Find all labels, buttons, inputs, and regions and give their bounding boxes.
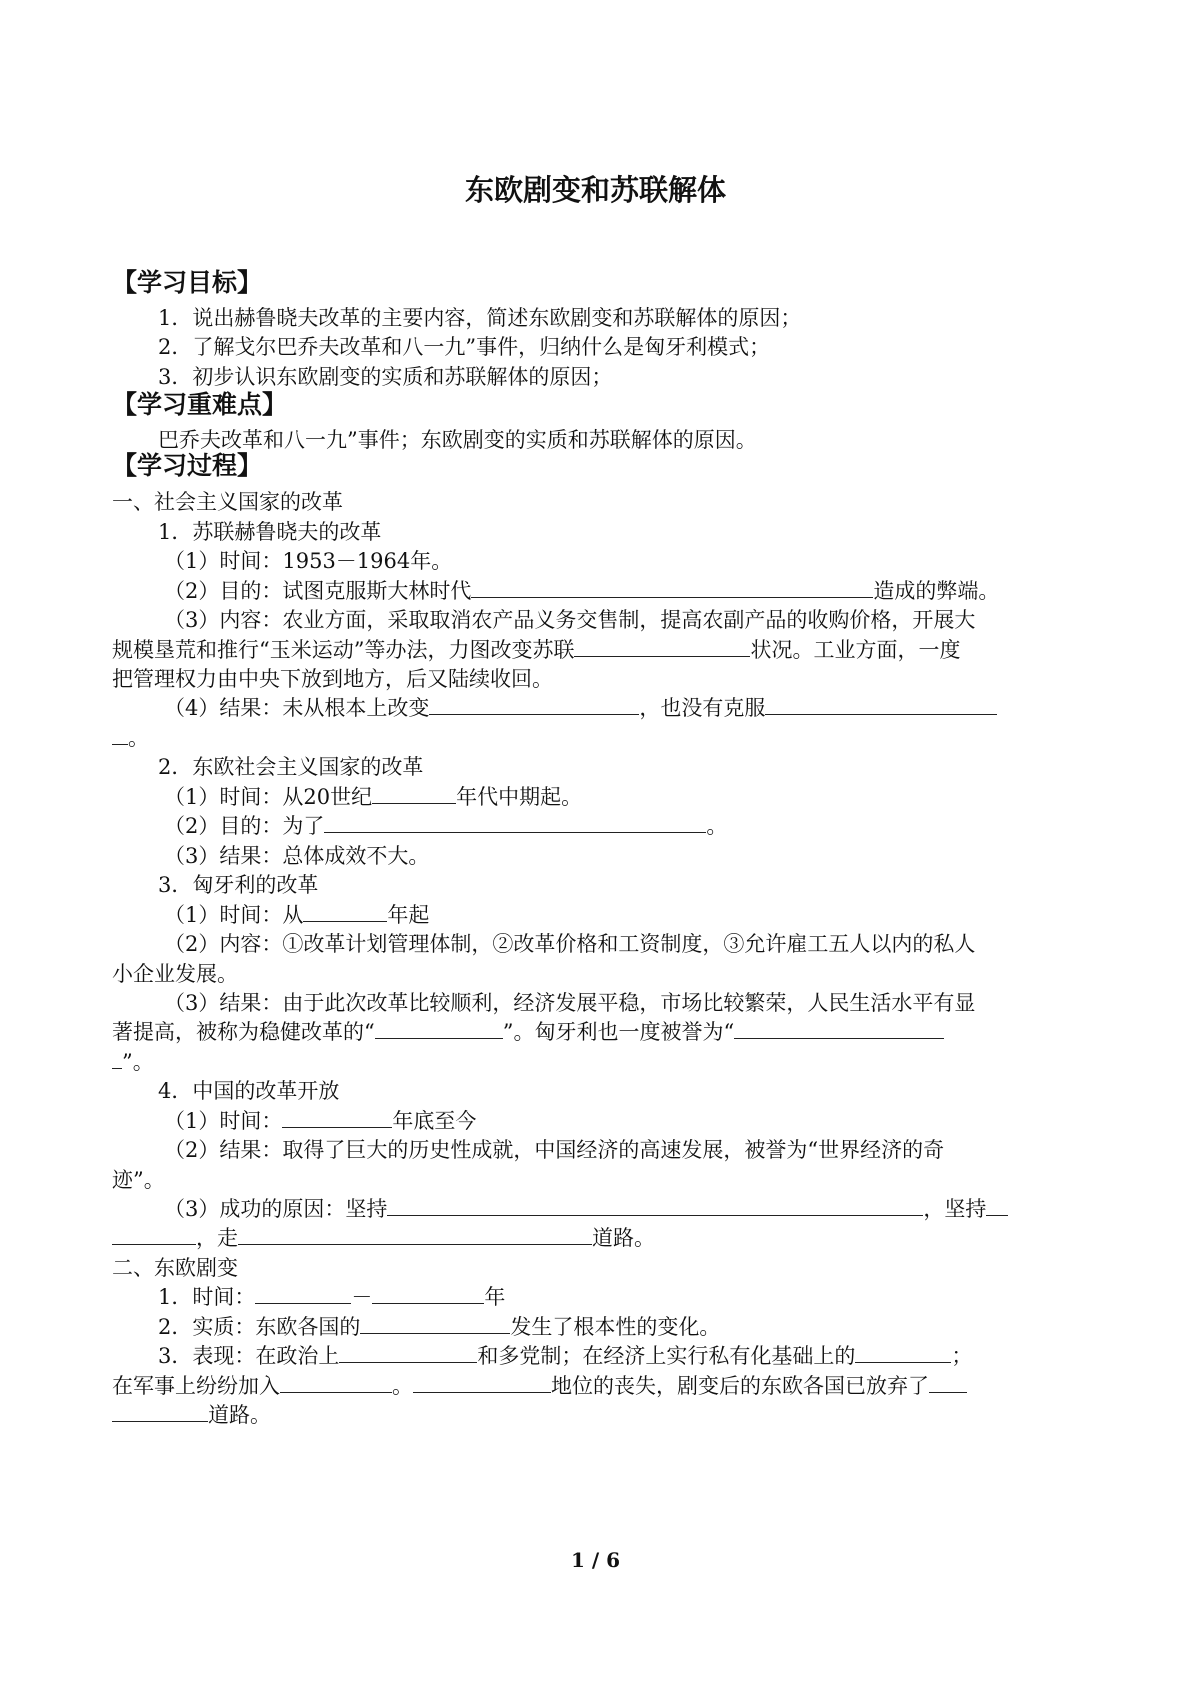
s1-heading: 1．苏联赫鲁晓夫的改革 — [158, 520, 382, 544]
s1-aim-text: （2）目的：试图克服斯大林时代 — [164, 579, 472, 603]
s4-reason-line2 — [112, 1224, 1084, 1252]
blank-field[interactable] — [112, 1224, 196, 1245]
p2-time-dash: － — [351, 1285, 373, 1309]
blank-field[interactable] — [574, 636, 750, 657]
s4-reason-end: 道路。 — [592, 1226, 655, 1250]
s3-heading: 3．匈牙利的改革 — [158, 873, 319, 897]
s1-result-text-mid: ，也没有克服 — [639, 696, 766, 720]
blank-field[interactable] — [112, 1401, 208, 1422]
s3-time-text-end: 年起 — [387, 903, 430, 927]
blank-field[interactable] — [765, 694, 997, 715]
s3-result-text-mid: ”。匈牙利也一度被誉为“ — [502, 1020, 735, 1044]
blank-field[interactable] — [413, 1372, 551, 1393]
p2-perf-text-2c: 地位的丧失，剧变后的东欧各国已放弃了 — [551, 1374, 929, 1398]
s2-time — [164, 783, 1136, 811]
blank-field[interactable] — [339, 1342, 477, 1363]
blank-field[interactable] — [375, 1018, 503, 1039]
s3-content-line1: （2）内容：①改革计划管理体制，②改革价格和工资制度，③允许雇工五人以内的私人 — [164, 932, 976, 956]
goals-heading: 【学习目标】 — [112, 268, 263, 297]
blank-field[interactable] — [372, 1283, 484, 1304]
s2-aim — [164, 812, 1136, 840]
p2-perf-text-end: ； — [951, 1344, 973, 1368]
s1-time: （1）时间：1953－1964年。 — [164, 549, 453, 573]
s1-aim-text-end: 造成的弊端。 — [873, 579, 1000, 603]
p2-time-text: 1．时间： — [158, 1285, 256, 1309]
s4-reason-text-2: ，走 — [196, 1226, 238, 1250]
p2-nature-end: 发生了根本性的变化。 — [510, 1315, 721, 1339]
blank-field[interactable] — [372, 783, 456, 804]
goal-item: 1．说出赫鲁晓夫改革的主要内容，简述东欧剧变和苏联解体的原因； — [158, 306, 802, 330]
s1-content-text: 规模垦荒和推行“玉米运动”等办法，力图改变苏联 — [112, 638, 575, 662]
s4-reason-text: （3）成功的原因：坚持 — [164, 1197, 388, 1221]
p2-perf-line1 — [158, 1342, 1130, 1370]
key-text: 巴乔夫改革和八一九”事件；东欧剧变的实质和苏联解体的原因。 — [158, 428, 757, 452]
part2-heading: 二、东欧剧变 — [112, 1256, 238, 1280]
p2-perf-text: 3．表现：在政治上 — [158, 1344, 340, 1368]
s1-result — [164, 694, 1136, 722]
blank-field[interactable] — [238, 1224, 592, 1245]
page-title: 东欧剧变和苏联解体 — [464, 173, 726, 207]
s4-time-text: （1）时间： — [164, 1109, 283, 1133]
blank-field[interactable] — [255, 1283, 351, 1304]
p2-perf-end: 道路。 — [208, 1403, 271, 1427]
blank-field[interactable] — [855, 1342, 951, 1363]
blank-field[interactable] — [929, 1372, 967, 1393]
p2-perf-text-2b: 。 — [392, 1374, 413, 1398]
key-heading: 【学习重难点】 — [112, 390, 288, 419]
p2-time — [158, 1283, 1130, 1311]
blank-field[interactable] — [112, 724, 128, 745]
s3-result-end: ”。 — [122, 1050, 154, 1074]
blank-field[interactable] — [280, 1372, 392, 1393]
s3-result-line1: （3）结果：由于此次改革比较顺利，经济发展平稳，市场比较繁荣，人民生活水平有显 — [164, 991, 976, 1015]
s4-time — [164, 1107, 1136, 1135]
s1-content-line1: （3）内容：农业方面，采取取消农产品义务交售制，提高农副产品的收购价格，开展大 — [164, 608, 976, 632]
s2-time-text-end: 年代中期起。 — [456, 785, 583, 809]
blank-field[interactable] — [282, 1107, 392, 1128]
s3-time-text: （1）时间：从 — [164, 903, 304, 927]
p2-nature — [158, 1313, 1130, 1341]
p2-perf-text-mid: 和多党制；在经济上实行私有化基础上的 — [477, 1344, 856, 1368]
p2-perf-text-2: 在军事上纷纷加入 — [112, 1374, 280, 1398]
blank-field[interactable] — [324, 812, 706, 833]
s1-content-line3: 把管理权力由中央下放到地方，后又陆续收回。 — [112, 667, 553, 691]
s3-time — [164, 901, 1136, 929]
blank-field[interactable] — [387, 1195, 923, 1216]
s4-reason-text-mid: ，坚持 — [923, 1197, 987, 1221]
p2-time-end: 年 — [484, 1285, 506, 1309]
goal-item: 3．初步认识东欧剧变的实质和苏联解体的原因； — [158, 365, 613, 389]
s3-result-line2 — [112, 1018, 1084, 1046]
s1-content-line2 — [112, 636, 1084, 664]
part1-heading: 一、社会主义国家的改革 — [112, 490, 343, 514]
s2-aim-text-end: 。 — [706, 814, 728, 838]
s4-result-line1: （2）结果：取得了巨大的历史性成就，中国经济的高速发展，被誉为“世界经济的奇 — [164, 1138, 945, 1162]
blank-field[interactable] — [360, 1313, 510, 1334]
blank-field[interactable] — [471, 577, 873, 598]
blank-field[interactable] — [986, 1195, 1008, 1216]
s3-result-text: 著提高，被称为稳健改革的“ — [112, 1020, 375, 1044]
s1-aim — [164, 577, 1136, 605]
page-number: 1 / 6 — [570, 1548, 621, 1572]
blank-field[interactable] — [734, 1018, 944, 1039]
s2-result: （3）结果：总体成效不大。 — [164, 844, 430, 868]
s4-heading: 4．中国的改革开放 — [158, 1079, 340, 1103]
blank-field[interactable] — [429, 694, 639, 715]
blank-field[interactable] — [303, 901, 387, 922]
s1-result-text: （4）结果：未从根本上改变 — [164, 696, 430, 720]
s4-time-text-end: 年底至今 — [392, 1109, 477, 1133]
s2-heading: 2．东欧社会主义国家的改革 — [158, 755, 424, 779]
s4-reason-line1 — [164, 1195, 1136, 1223]
s4-result-line2: 迹”。 — [112, 1168, 165, 1192]
process-heading: 【学习过程】 — [112, 451, 263, 480]
s1-result-line2 — [112, 724, 1084, 752]
s2-aim-text: （2）目的：为了 — [164, 814, 325, 838]
p2-nature-text: 2．实质：东欧各国的 — [158, 1315, 361, 1339]
p2-perf-line2 — [112, 1372, 1084, 1400]
blank-field[interactable] — [112, 1048, 122, 1069]
goal-item: 2．了解戈尔巴乔夫改革和八一九”事件，归纳什么是匈牙利模式； — [158, 335, 771, 359]
p2-perf-line3 — [112, 1401, 1084, 1429]
s1-content-text-end: 状况。工业方面，一度 — [750, 638, 961, 662]
s2-time-text: （1）时间：从20世纪 — [164, 785, 373, 809]
s3-result-line3 — [112, 1048, 1084, 1076]
s1-result-end: 。 — [128, 726, 149, 750]
s3-content-line2: 小企业发展。 — [112, 962, 238, 986]
